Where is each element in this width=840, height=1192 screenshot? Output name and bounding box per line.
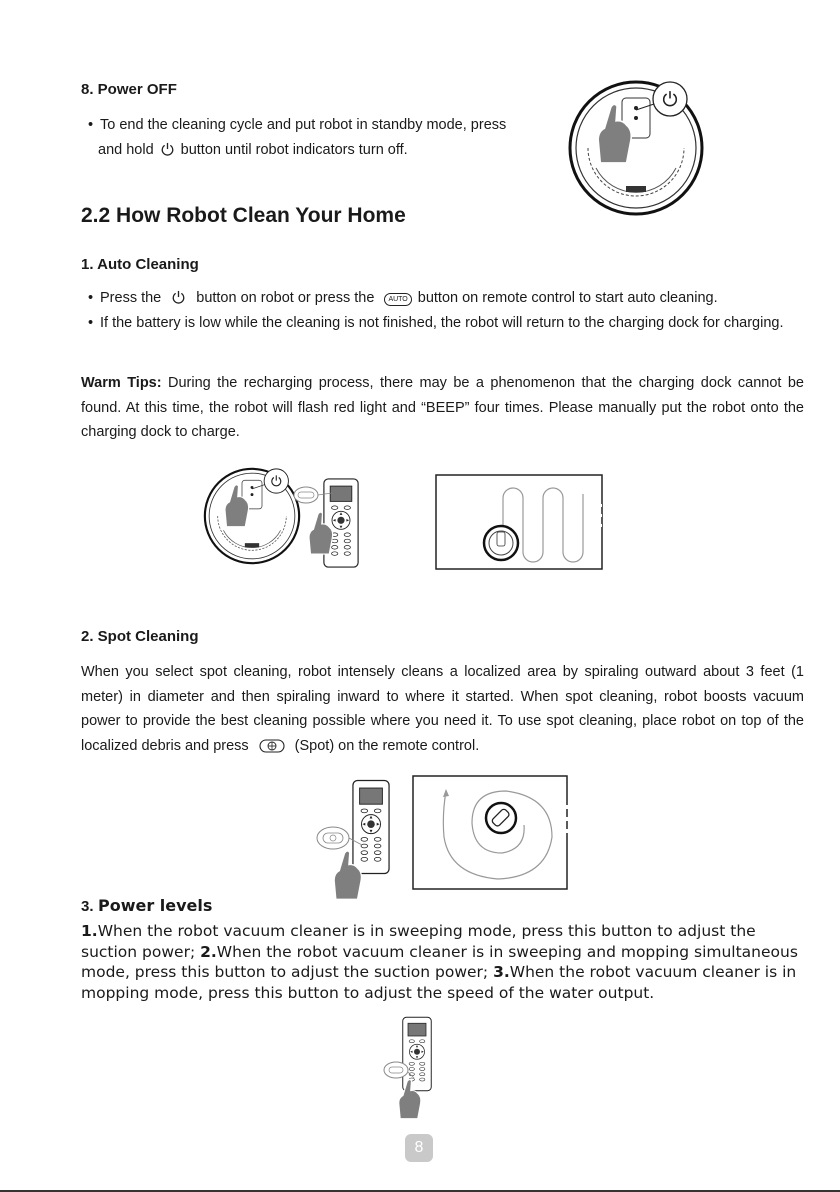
power-off-heading: 8. Power OFF bbox=[81, 81, 177, 98]
power-levels-text bbox=[81, 921, 806, 1003]
spot-text-pre: When you select spot cleaning, robot intensely cleans a localized area by spiraling outward about 3 feet (1 meter) in diameter and then spiraling inward to where it started. When spot cleaning, robot boosts vacuum power to provide the best cleaning possible where you need it. To use spot cleaning, place robot on top of the localized debris and press bbox=[81, 664, 804, 754]
pl-text-2: When the robot vacuum cleaner is in sweeping and mopping simultaneous mode, press this button to adjust the suction power; bbox=[81, 942, 798, 981]
spot-cleaning-heading: 2. Spot Cleaning bbox=[81, 628, 199, 645]
power-levels-number: 3. bbox=[81, 898, 94, 915]
page-number: 8 bbox=[405, 1134, 433, 1162]
auto-icon: AUTO bbox=[384, 293, 411, 306]
power-off-line1: • To end the cleaning cycle and put robot in standby mode, press bbox=[85, 113, 565, 138]
auto-bullet-2: • If the battery is low while the cleaning is not finished, the robot will return to the charging dock for charging. bbox=[85, 311, 804, 336]
spot-path-diagram bbox=[412, 775, 568, 890]
auto-bullet-1 bbox=[85, 286, 804, 311]
spot-cleaning-text bbox=[81, 660, 804, 758]
spot-text-post: (Spot) on the remote control. bbox=[294, 737, 480, 754]
power-levels-illustration bbox=[382, 1012, 442, 1120]
auto-remote-illustration bbox=[292, 478, 372, 568]
pl-num-3: 3. bbox=[493, 963, 510, 981]
power-off-line2 bbox=[85, 138, 565, 163]
auto-b1-pre: Press the bbox=[100, 290, 162, 306]
pl-text-3: When the robot vacuum cleaner is in mopping mode, press this button to adjust the speed of the water output. bbox=[81, 963, 797, 1002]
warm-tips-text: During the recharging process, there may be a phenomenon that the charging dock cannot be found. At this time, the robot will flash red light and “BEEP” four times. Please manually put the robot onto the charging dock to charge. bbox=[81, 375, 804, 440]
auto-path-diagram bbox=[435, 474, 603, 570]
auto-b1-post: button on remote control to start auto cleaning. bbox=[417, 290, 718, 306]
spot-remote-illustration bbox=[312, 775, 394, 903]
section-title: 2.2 How Robot Clean Your Home bbox=[81, 204, 406, 227]
power-off-bullet bbox=[85, 113, 565, 162]
robot-vacuum-icon bbox=[566, 78, 706, 218]
spot-icon bbox=[259, 739, 285, 753]
power-icon bbox=[171, 290, 186, 305]
auto-b1-mid: button on robot or press the bbox=[196, 290, 375, 306]
auto-cleaning-heading: 1. Auto Cleaning bbox=[81, 256, 199, 273]
remote-control-icon bbox=[312, 775, 394, 903]
power-levels-heading bbox=[81, 896, 212, 916]
pl-num-1: 1. bbox=[81, 922, 98, 940]
warm-tips-label: Warm Tips: bbox=[81, 375, 162, 391]
pl-text-1: When the robot vacuum cleaner is in sweeping mode, press this button to adjust the suction power; bbox=[81, 922, 756, 961]
power-off-line2-post: button until robot indicators turn off. bbox=[180, 141, 408, 158]
auto-robot-illustration bbox=[202, 466, 302, 566]
power-off-illustration bbox=[566, 78, 706, 218]
remote-control-icon bbox=[382, 1012, 442, 1120]
pl-num-2: 2. bbox=[200, 942, 217, 961]
power-off-line2-pre: and hold bbox=[98, 141, 154, 158]
power-levels-title: Power levels bbox=[97, 896, 213, 915]
auto-cleaning-bullets bbox=[85, 286, 804, 335]
power-icon bbox=[160, 142, 175, 157]
warm-tips bbox=[81, 371, 804, 445]
remote-control-icon bbox=[292, 478, 372, 568]
robot-vacuum-icon bbox=[202, 466, 302, 566]
